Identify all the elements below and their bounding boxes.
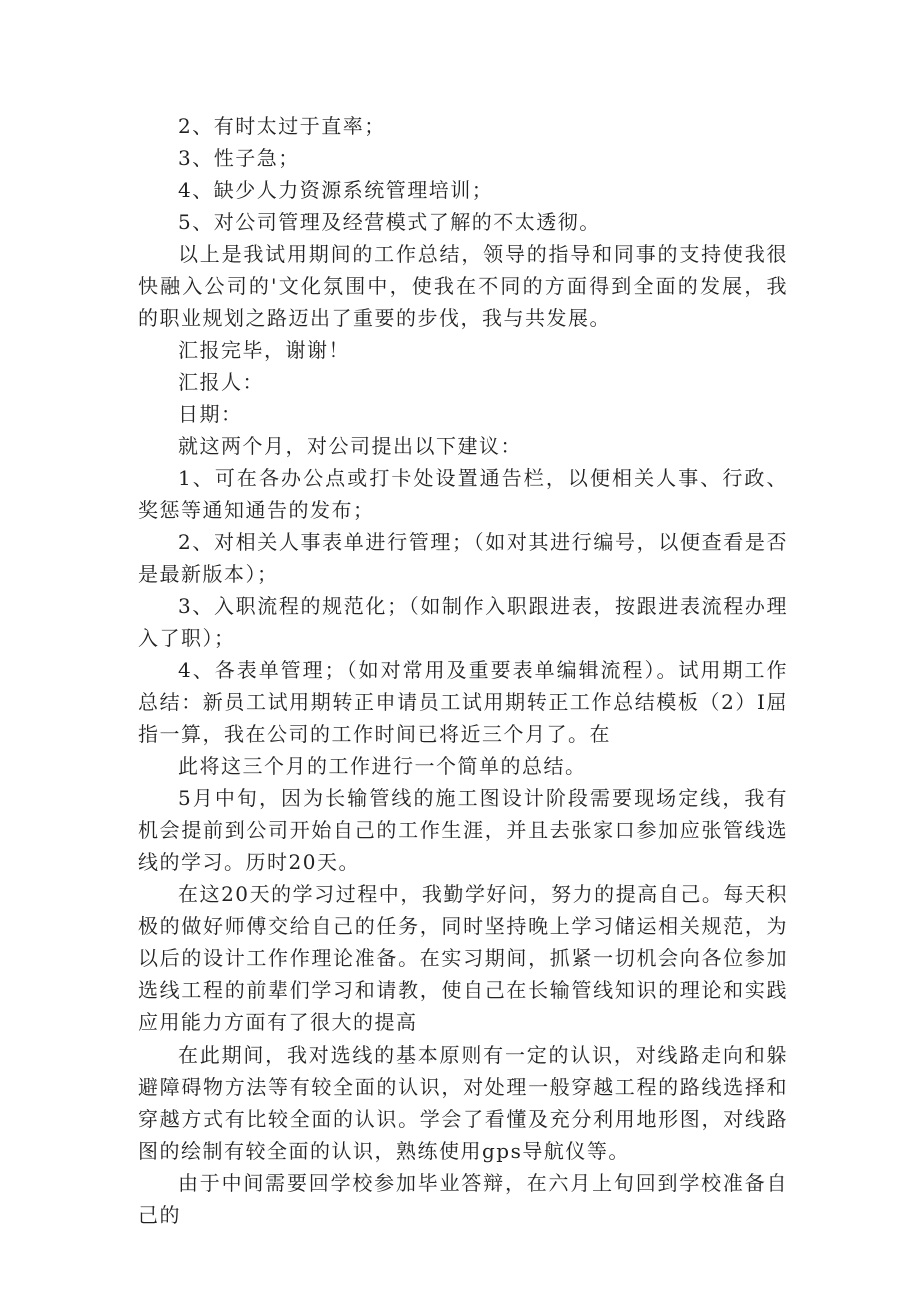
paragraph-suggestion-2: 2、对相关人事表单进行管理；（如对其进行编号，以便查看是否是最新版本）； — [138, 530, 788, 586]
paragraph-summary: 以上是我试用期间的工作总结，领导的指导和同事的支持使我很快融入公司的'文化氛围中，使我在不同的方面得到全面的发展，我的职业规划之路迈出了重要的步伐，我与共发展。 — [138, 242, 788, 330]
paragraph-closing: 汇报完毕，谢谢！ — [178, 338, 350, 362]
paragraph-weakness-5: 5、对公司管理及经营模式了解的不太透彻。 — [178, 210, 601, 234]
paragraph-graduation: 由于中间需要回学校参加毕业答辩，在六月上旬回到学校准备自己的 — [138, 1171, 788, 1227]
paragraph-twenty-days: 在这20天的学习过程中，我勤学好问，努力的提高自己。每天积极的做好师傅交给自己的任务，同时坚持晚上学习储运相关规范，为以后的设计工作作理论准备。在实习期间，抓紧一切机会向各位参加选线工程的前辈们学习和请教，使自己在长输管线知识的理论和实践应用能力方面有了很大的提高 — [138, 882, 788, 1034]
paragraph-weakness-2: 2、有时太过于直率； — [178, 114, 386, 138]
paragraph-route-selection: 在此期间，我对选线的基本原则有一定的认识，对线路走向和躲避障碍物方法等有较全面的认识，对处理一般穿越工程的路线选择和穿越方式有比较全面的认识。学会了看懂及充分利用地形图，对线路图的绘制有较全面的认识，熟练使用gps导航仪等。 — [138, 1043, 788, 1163]
paragraph-weakness-3: 3、性子急； — [178, 146, 300, 170]
document-body — [138, 110, 788, 1231]
paragraph-date: 日期： — [178, 402, 243, 426]
paragraph-suggestions-intro: 就这两个月，对公司提出以下建议： — [178, 434, 522, 458]
paragraph-weakness-4: 4、缺少人力资源系统管理培训； — [178, 178, 494, 202]
paragraph-may: 5月中旬，因为长输管线的施工图设计阶段需要现场定线，我有机会提前到公司开始自己的工作生涯，并且去张家口参加应张管线选线的学习。历时20天。 — [138, 786, 788, 874]
paragraph-suggestion-3: 3、入职流程的规范化；（如制作入职跟进表，按跟进表流程办理入了职）； — [138, 594, 788, 650]
paragraph-reporter: 汇报人： — [178, 370, 264, 394]
paragraph-suggestion-1: 1、可在各办公点或打卡处设置通告栏，以便相关人事、行政、奖惩等通知通告的发布； — [138, 466, 788, 522]
paragraph-three-months: 此将这三个月的工作进行一个简单的总结。 — [178, 754, 587, 778]
paragraph-suggestion-4: 4、各表单管理；（如对常用及重要表单编辑流程）。试用期工作总结：新员工试用期转正申请员工试用期转正工作总结模板（2）I屈指一算，我在公司的工作时间已将近三个月了。在 — [138, 658, 788, 746]
